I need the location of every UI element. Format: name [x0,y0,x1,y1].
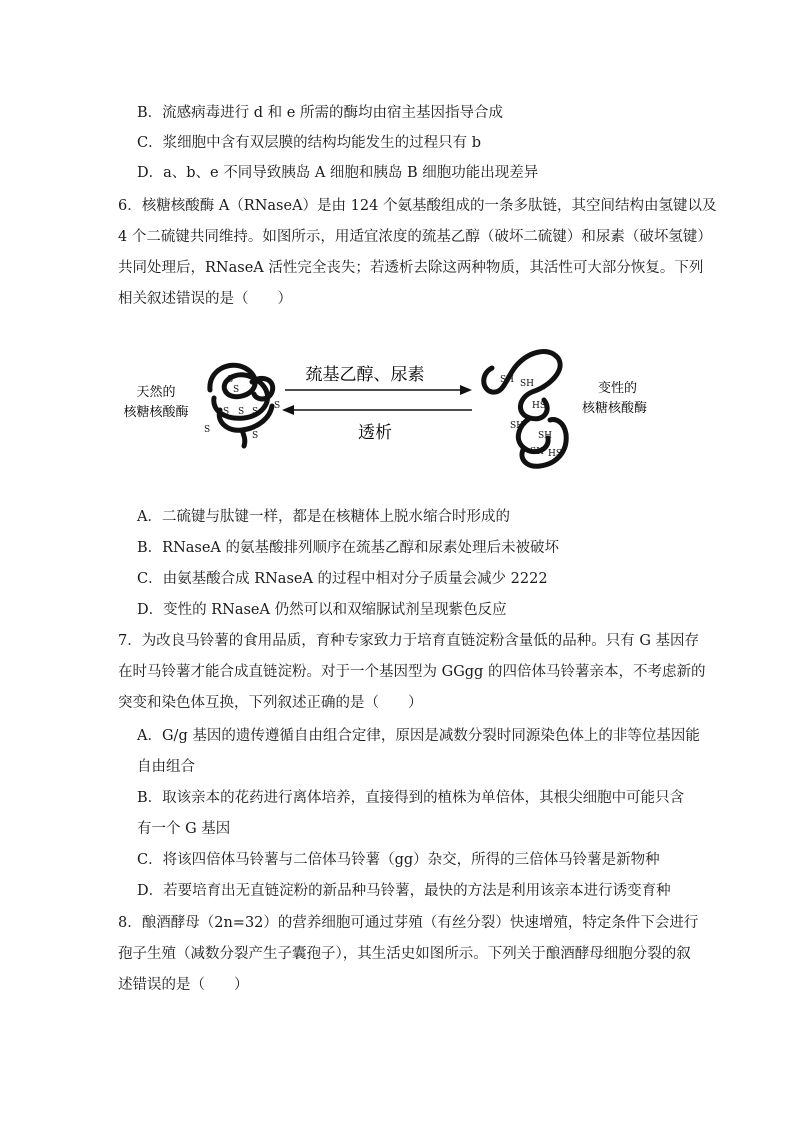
q7-option-a-cont: 自由组合 [137,759,195,775]
q7-option-d: D．若要培育出无直链淀粉的新品种马铃薯，最快的方法是利用该亲本进行诱变育种 [137,883,671,899]
disulfide-s-4: S [238,407,245,417]
native-label-line1: 天然的 [136,385,176,400]
thiol-hs-1: HS [532,401,547,411]
q5-option-b: B．流感病毒进行 d 和 e 所需的酶均由宿主基因指导合成 [137,105,503,121]
q6-option-b: B．RNaseA 的氨基酸排列顺序在巯基乙醇和尿素处理后未被破坏 [137,540,560,556]
q7-stem-line-1: 7．为改良马铃薯的食用品质，育种专家致力于培育直链淀粉含量低的品种。只有 G 基因存 [118,633,700,649]
denatured-label-line1: 变性的 [598,381,638,396]
q6-stem-line-1: 6．核糖核酸酶 A（RNaseA）是由 124 个氨基酸组成的一条多肽链，其空间结构由氢键以及 [118,198,717,214]
forward-arrow-icon [285,385,472,395]
q7-option-b-cont: 有一个 G 基因 [137,821,231,837]
q7-stem-line-2: 在时马铃薯才能合成直链淀粉。对于一个基因型为 GGgg 的四倍体马铃薯亲本，不考虑新的 [118,664,706,680]
q7-stem-line-3: 突变和染色体互换，下列叙述正确的是（ ） [118,695,423,711]
q7-option-c: C．将该四倍体马铃薯与二倍体马铃薯（gg）杂交，所得的三倍体马铃薯是新物种 [137,852,660,868]
disulfide-s-2: S [233,385,240,395]
q8-stem-line-3: 述错误的是（ ） [118,977,249,993]
q5-option-c: C．浆细胞中含有双层膜的结构均能发生的过程只有 b [137,135,481,151]
native-enzyme-icon [210,365,273,446]
thiol-sh-4: SH [538,431,553,441]
disulfide-s-3: S [223,407,230,417]
denatured-label-line2: 核糖核酸酶 [582,401,648,416]
disulfide-s-5: S [252,407,259,417]
q6-option-d: D．变性的 RNaseA 仍然可以和双缩脲试剂呈现紫色反应 [137,602,507,618]
q5-option-d: D．a、b、e 不同导致胰岛 A 细胞和胰岛 B 细胞功能出现差异 [137,165,539,181]
rnase-denaturation-figure [120,330,680,480]
reverse-arrow-icon [282,405,472,415]
q6-stem-line-2: 4 个二硫键共同维持。如图所示，用适宜浓度的巯基乙醇（破坏二硫键）和尿素（破坏氢键） [118,229,712,245]
q7-option-b: B．取该亲本的花药进行离体培养，直接得到的植株为单倍体，其根尖细胞中可能只含 [137,790,685,806]
disulfide-s-1: S [227,375,234,385]
forward-arrow-label: 巯基乙醇、尿素 [305,365,425,385]
thiol-sh-5: SH [530,447,545,457]
q7-option-a: A．G/g 基因的遗传遵循自由组合定律，原因是减数分裂时同源染色体上的非等位基因能 [137,728,700,744]
thiol-hs-2: HS [548,449,563,459]
reverse-arrow-label: 透析 [358,423,392,443]
q8-stem-line-1: 8．酿酒酵母（2n=32）的营养细胞可通过芽殖（有丝分裂）快速增殖，特定条件下会进行 [118,915,699,931]
disulfide-s-8: S [252,431,259,441]
thiol-sh-3: SH [510,421,525,431]
thiol-sh-2: SH [520,379,535,389]
disulfide-s-7: S [204,425,211,435]
thiol-sh-1: SH [500,375,515,385]
q6-stem-line-4: 相关叙述错误的是（ ） [118,291,292,307]
q8-stem-line-2: 孢子生殖（减数分裂产生子囊孢子），其生活史如图所示。下列关于酿酒酵母细胞分裂的叙 [118,946,691,962]
disulfide-s-6: S [274,401,281,411]
native-label-line2: 核糖核酸酶 [123,405,189,420]
q6-option-a: A．二硫键与肽键一样，都是在核糖体上脱水缩合时形成的 [137,509,510,525]
q6-option-c: C．由氨基酸合成 RNaseA 的过程中相对分子质量会减少 2222 [137,571,548,587]
q6-stem-line-3: 共同处理后，RNaseA 活性完全丧失；若透析去除这两种物质，其活性可大部分恢复。下列 [118,260,704,276]
